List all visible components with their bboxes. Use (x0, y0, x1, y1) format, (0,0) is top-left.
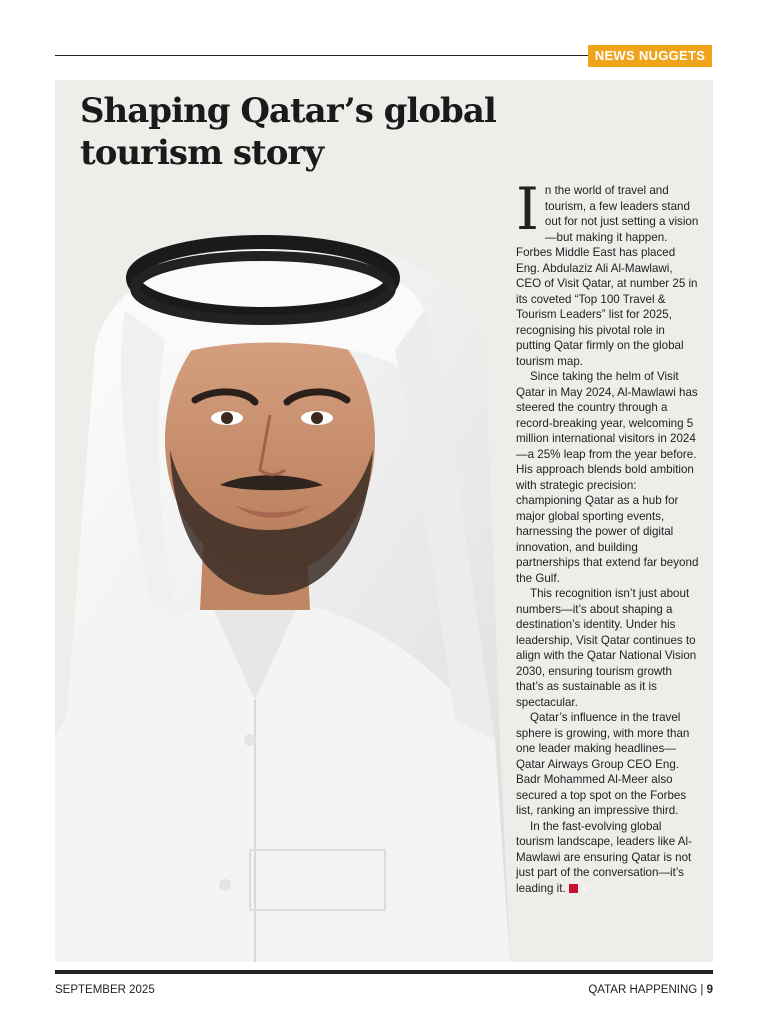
footer-date: SEPTEMBER 2025 (55, 984, 155, 996)
article-paragraph-5: In the fast-evolving global tourism landscape, leaders like Al-Mawlawi are ensuring Qatar is not just part of the conversation—it’s leading it. Q (516, 819, 692, 895)
section-tag: NEWS NUGGETS (588, 45, 712, 67)
bottom-rule (55, 970, 713, 974)
portrait-photo (55, 180, 510, 962)
publication-name: QATAR HAPPENING (588, 984, 698, 996)
footer-separator: | (697, 984, 707, 996)
top-rule (55, 55, 588, 56)
article-body (516, 175, 700, 896)
end-mark-icon: Q (569, 884, 578, 893)
article-paragraph-4: Qatar’s influence in the travel sphere is growing, with more than one leader making headlines—Qatar Airways Group CEO Eng. Badr Mohammed Al-Meer also secured a top spot on the Forbes list, ranking an impressive third. (516, 711, 690, 817)
headline: Shaping Qatar’s global tourism story (80, 91, 496, 173)
drop-cap: I (516, 175, 539, 243)
article-paragraph-3: This recognition isn’t just about numbers—it’s about shaping a destination’s identity. Under his leadership, Visit Qatar continues to align with the Qatar National Vision 2030, ensuring tourism growth that’s as sustainable as it is spectacular. (516, 587, 697, 709)
footer-publication (588, 984, 713, 996)
article-paragraph-2: Since taking the helm of Visit Qatar in May 2024, Al-Mawlawi has steered the country through a record-breaking year, welcoming 5 million international visitors in 2024—a 25% leap from the year before. His approach blends bold ambition with strategic precision: championing Qatar as a hub for major global sporting events, harnessing the power of digital innovation, and building partnerships that extend far beyond the Gulf. (516, 370, 699, 585)
page-number: 9 (706, 984, 713, 996)
article-paragraph-1: In the world of travel and tourism, a few leaders stand out for not just setting a vision—but making it happen. Forbes Middle East has placed Eng. Abdulaziz Ali Al-Mawlawi, CEO of Visit Qatar, at number 25 in its coveted “Top 100 Travel & Tourism Leaders” list for 2025, recognising his pivotal role in putting Qatar firmly on the global tourism map. (516, 175, 699, 368)
